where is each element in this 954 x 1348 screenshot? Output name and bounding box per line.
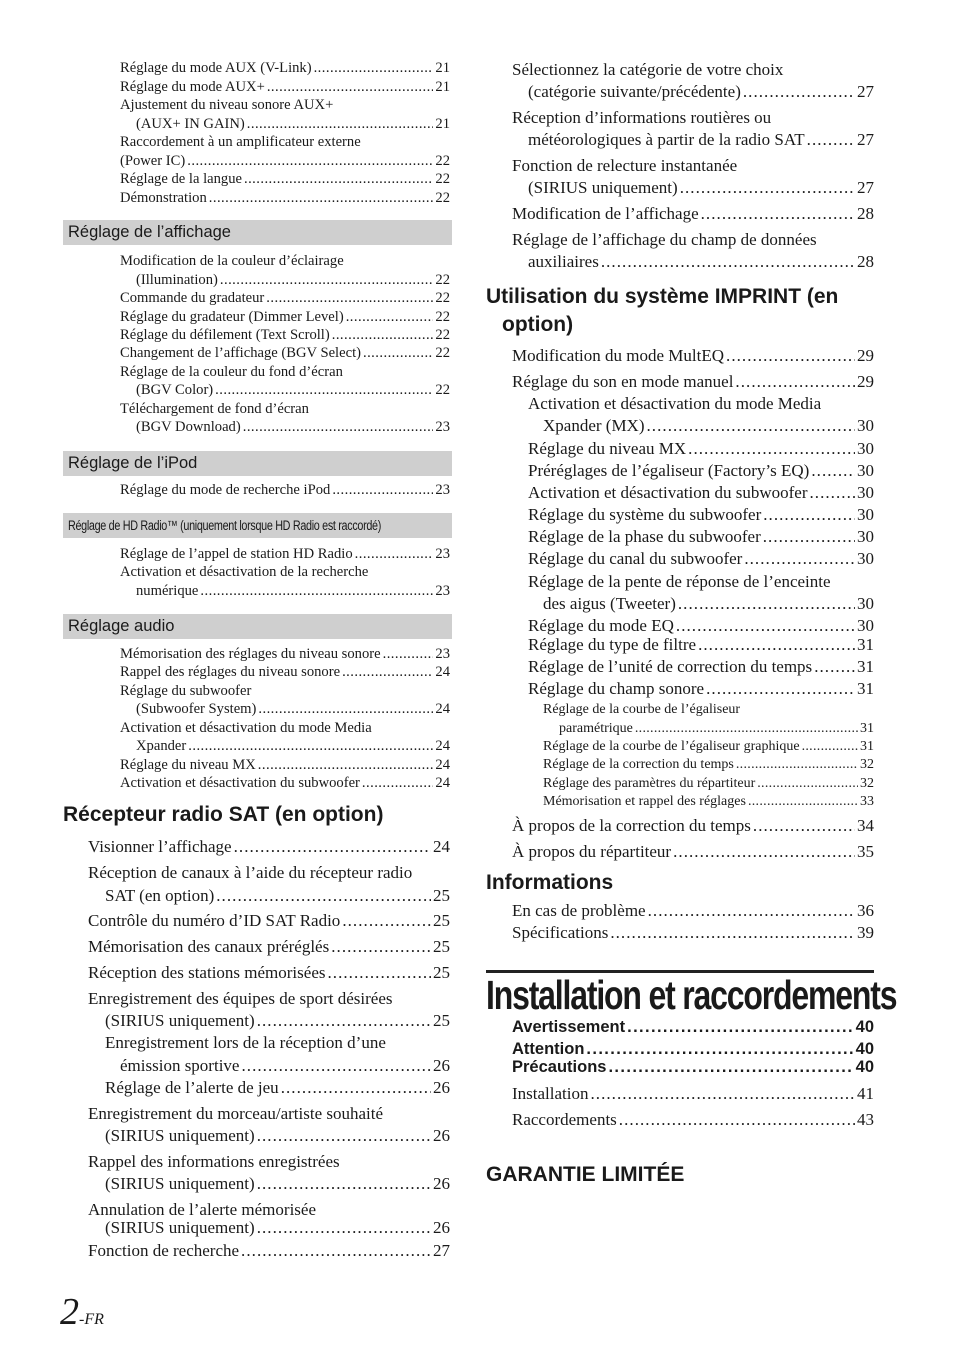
toc-entry-page: 25 [433, 963, 450, 982]
section-heading-hd-radio-text: Réglage de HD Radio™ (uniquement lorsque HD Radio est raccordé) [68, 518, 382, 533]
toc-entry-title-line1: Fonction de relecture instantanée [512, 156, 738, 175]
toc-entry-page: 25 [433, 886, 450, 905]
toc-entry-title: Visionner l’affichage [88, 837, 232, 856]
toc-entry-page: 27 [433, 1241, 450, 1260]
toc-entry[interactable] [136, 701, 450, 718]
toc-entry-page: 35 [857, 842, 874, 861]
toc-entry-title: Réglage du niveau MX [528, 439, 687, 458]
toc-entry[interactable] [528, 527, 874, 547]
toc-entry-title-line1: Activation et désactivation de la recherche [120, 564, 369, 580]
toc-entry-title: (Subwoofer System) [136, 701, 257, 717]
toc-entry-page: 21 [435, 116, 450, 132]
toc-entry-title-line1: Modification de la couleur d’éclairage [120, 253, 344, 269]
toc-entry-page: 26 [433, 1056, 450, 1075]
toc-entry-page: 30 [857, 461, 874, 480]
toc-entry-title: (SIRIUS uniquement) [105, 1126, 255, 1145]
toc-entry[interactable] [120, 757, 450, 774]
toc-entry-page: 27 [857, 130, 874, 149]
toc-entry-title: Réglage du niveau MX [120, 757, 256, 773]
section-heading-informations: Informations [486, 871, 614, 894]
toc-entry-title: Réglage du défilement (Text Scroll) [120, 327, 330, 343]
toc-entry[interactable] [120, 290, 450, 307]
toc-entry-page: 22 [435, 345, 450, 361]
toc-entry[interactable] [120, 664, 450, 681]
toc-entry[interactable] [120, 79, 450, 96]
toc-entry-title: À propos de la correction du temps [512, 816, 751, 835]
toc-entry[interactable] [120, 775, 450, 792]
toc-entry-page: 26 [433, 1174, 450, 1193]
toc-entry[interactable] [512, 1084, 874, 1104]
toc-entry-title: Réglage des paramètres du répartiteur [543, 776, 756, 791]
section-heading-audio: Réglage audio [63, 614, 452, 639]
toc-entry-title-line1: Sélectionnez la catégorie de votre choix [512, 60, 784, 79]
toc-entry-page: 30 [857, 416, 874, 435]
section-heading-warranty: GARANTIE LIMITÉE [486, 1163, 685, 1186]
section-heading-hd-radio [63, 513, 452, 538]
toc-entry[interactable] [120, 309, 450, 326]
toc-entry-page: 22 [435, 309, 450, 325]
toc-entry[interactable] [120, 153, 450, 170]
toc-entry-page: 24 [433, 837, 450, 856]
toc-entry-page: 24 [435, 775, 450, 791]
toc-entry-title-line1: Enregistrement lors de la réception d’une [105, 1033, 386, 1052]
toc-entry[interactable] [120, 190, 450, 207]
toc-entry-title: des aigus (Tweeter) [543, 594, 676, 613]
toc-entry[interactable] [512, 816, 874, 836]
toc-entry-page: 27 [857, 82, 874, 101]
toc-entry-page: 29 [857, 372, 874, 391]
toc-entry-title: À propos du répartiteur [512, 842, 672, 861]
toc-entry-title: (SIRIUS uniquement) [528, 178, 678, 197]
toc-entry[interactable] [543, 416, 874, 436]
toc-entry-title-line1: Activation et désactivation du mode Media [120, 720, 372, 736]
toc-entry-page: 40 [855, 1018, 874, 1036]
toc-entry[interactable] [543, 776, 874, 792]
toc-entry-page: 40 [855, 1040, 874, 1058]
toc-entry-title: Mémorisation des canaux préréglés [88, 937, 330, 956]
toc-entry-page: 29 [857, 346, 874, 365]
toc-entry-title: Réglage du son en mode manuel [512, 372, 734, 391]
toc-entry[interactable] [136, 738, 450, 755]
toc-entry-page: 43 [857, 1110, 874, 1129]
toc-entry-title: Xpander [136, 738, 187, 754]
toc-entry[interactable] [105, 1011, 450, 1031]
toc-entry-title: (Power IC) [120, 153, 186, 169]
toc-entry[interactable] [528, 549, 874, 569]
toc-entry-title: Réglage de la correction du temps [543, 757, 734, 772]
toc-entry[interactable] [88, 1241, 450, 1261]
toc-entry-page: 23 [435, 419, 450, 435]
toc-entry-page: 30 [857, 527, 874, 546]
toc-entry[interactable] [105, 1126, 450, 1146]
toc-entry-title: Démonstration [120, 190, 207, 206]
toc-entry-title: SAT (en option) [105, 886, 215, 905]
toc-entry-title-line1: Rappel des informations enregistrées [88, 1152, 340, 1171]
toc-entry-page: 33 [860, 794, 874, 809]
toc-entry[interactable] [543, 757, 874, 773]
toc-entry[interactable] [528, 635, 874, 655]
toc-entry-page: 41 [857, 1084, 874, 1103]
toc-entry[interactable] [120, 1056, 450, 1076]
toc-entry[interactable] [136, 419, 450, 436]
toc-entry-page: 23 [435, 482, 450, 498]
toc-entry-page: 25 [433, 911, 450, 930]
toc-entry-page: 21 [435, 79, 450, 95]
toc-entry-title-line1: Enregistrement des équipes de sport désirées [88, 989, 393, 1008]
toc-entry[interactable] [88, 837, 450, 857]
toc-entry[interactable] [528, 616, 874, 636]
toc-entry[interactable] [528, 252, 874, 272]
toc-entry[interactable] [88, 963, 450, 983]
toc-entry-title: (SIRIUS uniquement) [105, 1218, 255, 1237]
toc-entry-title: numérique [136, 583, 199, 599]
page-number-digit: 2 [60, 1291, 79, 1333]
toc-entry[interactable] [136, 382, 450, 399]
toc-entry-page: 27 [857, 178, 874, 197]
toc-entry-title-line1: Ajustement du niveau sonore AUX+ [120, 97, 334, 113]
toc-entry-page: 24 [435, 664, 450, 680]
toc-entry-title: Mémorisation et rappel des réglages [543, 794, 746, 809]
toc-entry-title: Avertissement [512, 1018, 626, 1036]
toc-entry[interactable] [512, 923, 874, 943]
toc-entry-title: Spécifications [512, 923, 609, 942]
toc-entry-page: 22 [435, 290, 450, 306]
toc-entry-title: (BGV Download) [136, 419, 241, 435]
toc-entry-page: 22 [435, 153, 450, 169]
toc-entry-page: 25 [433, 1011, 450, 1030]
toc-entry[interactable] [512, 901, 874, 921]
toc-entry-page: 36 [857, 901, 874, 920]
toc-entry-page: 39 [857, 923, 874, 942]
toc-entry-title: Réglage de la courbe de l’égaliseur graphique [543, 739, 800, 754]
toc-entry-title: émission sportive [120, 1056, 240, 1075]
toc-entry-title-line1: Réception d’informations routières ou [512, 108, 772, 127]
toc-entry-page: 31 [857, 679, 874, 698]
toc-entry-title: (BGV Color) [136, 382, 214, 398]
toc-entry-page: 32 [860, 776, 874, 791]
toc-entry-title: Contrôle du numéro d’ID SAT Radio [88, 911, 341, 930]
toc-entry-title: Attention [512, 1040, 585, 1058]
toc-entry-page: 22 [435, 190, 450, 206]
section-heading-ipod: Réglage de l’iPod [63, 451, 452, 476]
toc-entry-page: 30 [857, 439, 874, 458]
toc-entry-title: Raccordements [512, 1110, 617, 1129]
toc-entry[interactable] [512, 204, 874, 224]
toc-entry-page: 30 [857, 549, 874, 568]
toc-entry-title-line1: Réglage de la courbe de l’égaliseur [543, 702, 741, 717]
toc-entry-title: Réglage du mode AUX+ [120, 79, 265, 95]
toc-entry-title: Fonction de recherche [88, 1241, 240, 1260]
toc-entry-title: Réglage du canal du subwoofer [528, 549, 743, 568]
toc-entry-title-line1: Réglage de l’affichage du champ de données [512, 230, 817, 249]
toc-entry-page: 26 [433, 1126, 450, 1145]
toc-entry-title: Préréglages de l’égaliseur (Factory’s EQ) [528, 461, 810, 480]
toc-entry[interactable] [105, 1218, 450, 1238]
toc-entry-page: 21 [435, 60, 450, 76]
toc-entry-page: 23 [435, 646, 450, 662]
toc-entry-title: Réglage du gradateur (Dimmer Level) [120, 309, 344, 325]
page-number-suffix: -FR [79, 1311, 104, 1328]
toc-entry-title-line1: Activation et désactivation du mode Media [528, 394, 822, 413]
toc-entry-page: 24 [435, 738, 450, 754]
toc-entry[interactable] [528, 679, 874, 699]
toc-entry-title: Précautions [512, 1058, 607, 1076]
toc-entry-title: Activation et désactivation du subwoofer [120, 775, 360, 791]
toc-entry-page: 26 [433, 1078, 450, 1097]
toc-entry-title-line1: Raccordement à un amplificateur externe [120, 134, 361, 150]
toc-entry-title: (Illumination) [136, 272, 218, 288]
toc-entry-page: 31 [860, 721, 874, 736]
toc-entry-page: 30 [857, 483, 874, 502]
toc-entry-page: 22 [435, 382, 450, 398]
toc-entry-page: 24 [435, 757, 450, 773]
toc-entry[interactable] [136, 116, 450, 133]
toc-entry[interactable] [543, 794, 874, 810]
toc-entry-page: 28 [857, 204, 874, 223]
toc-entry-page: 23 [435, 546, 450, 562]
toc-entry-title: Réglage de la phase du subwoofer [528, 527, 761, 546]
install-title: Installation et raccordements [486, 972, 897, 1018]
toc-entry[interactable] [136, 272, 450, 289]
toc-entry[interactable] [105, 1078, 450, 1098]
toc-entry-title: Réglage du champ sonore [528, 679, 705, 698]
toc-entry-title: Réglage de l’unité de correction du temps [528, 657, 813, 676]
toc-entry-page: 23 [435, 583, 450, 599]
toc-entry[interactable] [120, 345, 450, 362]
toc-entry-title: Modification du mode MultEQ [512, 346, 725, 365]
section-heading-display: Réglage de l’affichage [63, 220, 452, 245]
toc-entry-title: Installation [512, 1084, 589, 1103]
toc-entry-title-line1: Réglage du subwoofer [120, 683, 252, 699]
toc-entry-title-line1: Réglage de la pente de réponse de l’enceinte [528, 572, 831, 591]
toc-entry[interactable] [88, 937, 450, 957]
toc-entry[interactable] [528, 439, 874, 459]
toc-entry-page: 25 [433, 937, 450, 956]
toc-entry-title-line1: Réception de canaux à l’aide du récepteur radio [88, 863, 413, 882]
toc-entry[interactable] [512, 1040, 874, 1059]
toc-entry[interactable] [512, 1058, 874, 1077]
toc-entry-title-line1: Annulation de l’alerte mémorisée [88, 1200, 316, 1219]
toc-entry[interactable] [528, 657, 874, 677]
toc-entry[interactable] [543, 739, 874, 755]
toc-entry[interactable] [528, 130, 874, 150]
toc-entry[interactable] [88, 911, 450, 931]
toc-entry-page: 31 [857, 657, 874, 676]
toc-entry-title: Réglage de l’alerte de jeu [105, 1078, 279, 1097]
toc-entry-page: 30 [857, 616, 874, 635]
toc-entry-title: auxiliaires [528, 252, 599, 271]
toc-entry-page: 40 [855, 1058, 874, 1076]
toc-entry-title: (SIRIUS uniquement) [105, 1174, 255, 1193]
toc-entry-title: Réglage du mode EQ [528, 616, 674, 635]
toc-entry-title-line1: Téléchargement de fond d’écran [120, 401, 309, 417]
toc-entry-title: Réglage du mode AUX (V-Link) [120, 60, 312, 76]
toc-entry-title: Réglage du système du subwoofer [528, 505, 762, 524]
toc-entry-title: En cas de problème [512, 901, 646, 920]
toc-entry[interactable] [512, 346, 874, 366]
toc-entry-title: (SIRIUS uniquement) [105, 1011, 255, 1030]
page-number [60, 1290, 104, 1334]
toc-entry[interactable] [528, 505, 874, 525]
toc-entry[interactable] [120, 546, 450, 563]
toc-entry[interactable] [512, 1110, 874, 1130]
toc-entry[interactable] [120, 646, 450, 663]
toc-entry-page: 31 [857, 635, 874, 654]
toc-entry-page: 22 [435, 171, 450, 187]
toc-entry[interactable] [105, 886, 450, 906]
toc-entry-page: 22 [435, 327, 450, 343]
toc-entry-title: (AUX+ IN GAIN) [136, 116, 245, 132]
toc-entry[interactable] [528, 178, 874, 198]
toc-entry-page: 30 [857, 505, 874, 524]
toc-entry[interactable] [120, 60, 450, 77]
toc-entry-page: 32 [860, 757, 874, 772]
toc-entry-title: Réglage de l’appel de station HD Radio [120, 546, 353, 562]
toc-entry-page: 24 [435, 701, 450, 717]
toc-entry[interactable] [512, 372, 874, 392]
section-heading-imprint: Utilisation du système IMPRINT (en [486, 285, 839, 308]
toc-entry-title: Réception des stations mémorisées [88, 963, 326, 982]
toc-entry[interactable] [559, 721, 874, 737]
section-heading-imprint-line2: option) [502, 313, 574, 336]
toc-entry-page: 28 [857, 252, 874, 271]
toc-entry-page: 31 [860, 739, 874, 754]
toc-entry[interactable] [105, 1174, 450, 1194]
section-heading-sat: Récepteur radio SAT (en option) [63, 803, 384, 826]
toc-entry-title: Activation et désactivation du subwoofer [528, 483, 808, 502]
toc-entry[interactable] [136, 583, 450, 600]
toc-entry-title: météorologiques à partir de la radio SAT [528, 130, 805, 149]
toc-entry[interactable] [528, 461, 874, 481]
toc-entry[interactable] [528, 483, 874, 503]
toc-entry-title: Mémorisation des réglages du niveau sonore [120, 646, 381, 662]
toc-entry[interactable] [512, 1018, 874, 1037]
toc-entry-title: Commande du gradateur [120, 290, 265, 306]
toc-entry-title: (catégorie suivante/précédente) [528, 82, 741, 101]
toc-entry-title: Modification de l’affichage [512, 204, 699, 223]
toc-entry-page: 34 [857, 816, 874, 835]
toc-entry-title-line1: Réglage de la couleur du fond d’écran [120, 364, 343, 380]
toc-entry-page: 30 [857, 594, 874, 613]
toc-entry-page: 22 [435, 272, 450, 288]
toc-entry-title: paramétrique [559, 721, 633, 736]
toc-entry-page: 26 [433, 1218, 450, 1237]
toc-entry-title: Xpander (MX) [543, 416, 645, 435]
toc-entry[interactable] [512, 842, 874, 862]
toc-entry-title: Réglage du type de filtre [528, 635, 697, 654]
toc-entry[interactable] [120, 327, 450, 344]
toc-entry[interactable] [120, 482, 450, 499]
toc-entry[interactable] [543, 594, 874, 614]
toc-entry-title: Réglage du mode de recherche iPod [120, 482, 331, 498]
toc-entry[interactable] [120, 171, 450, 188]
toc-entry-title: Rappel des réglages du niveau sonore [120, 664, 341, 680]
toc-entry-title-line1: Enregistrement du morceau/artiste souhaité [88, 1104, 384, 1123]
toc-entry[interactable] [528, 82, 874, 102]
toc-entry-title: Réglage de la langue [120, 171, 242, 187]
toc-entry-title: Changement de l’affichage (BGV Select) [120, 345, 361, 361]
